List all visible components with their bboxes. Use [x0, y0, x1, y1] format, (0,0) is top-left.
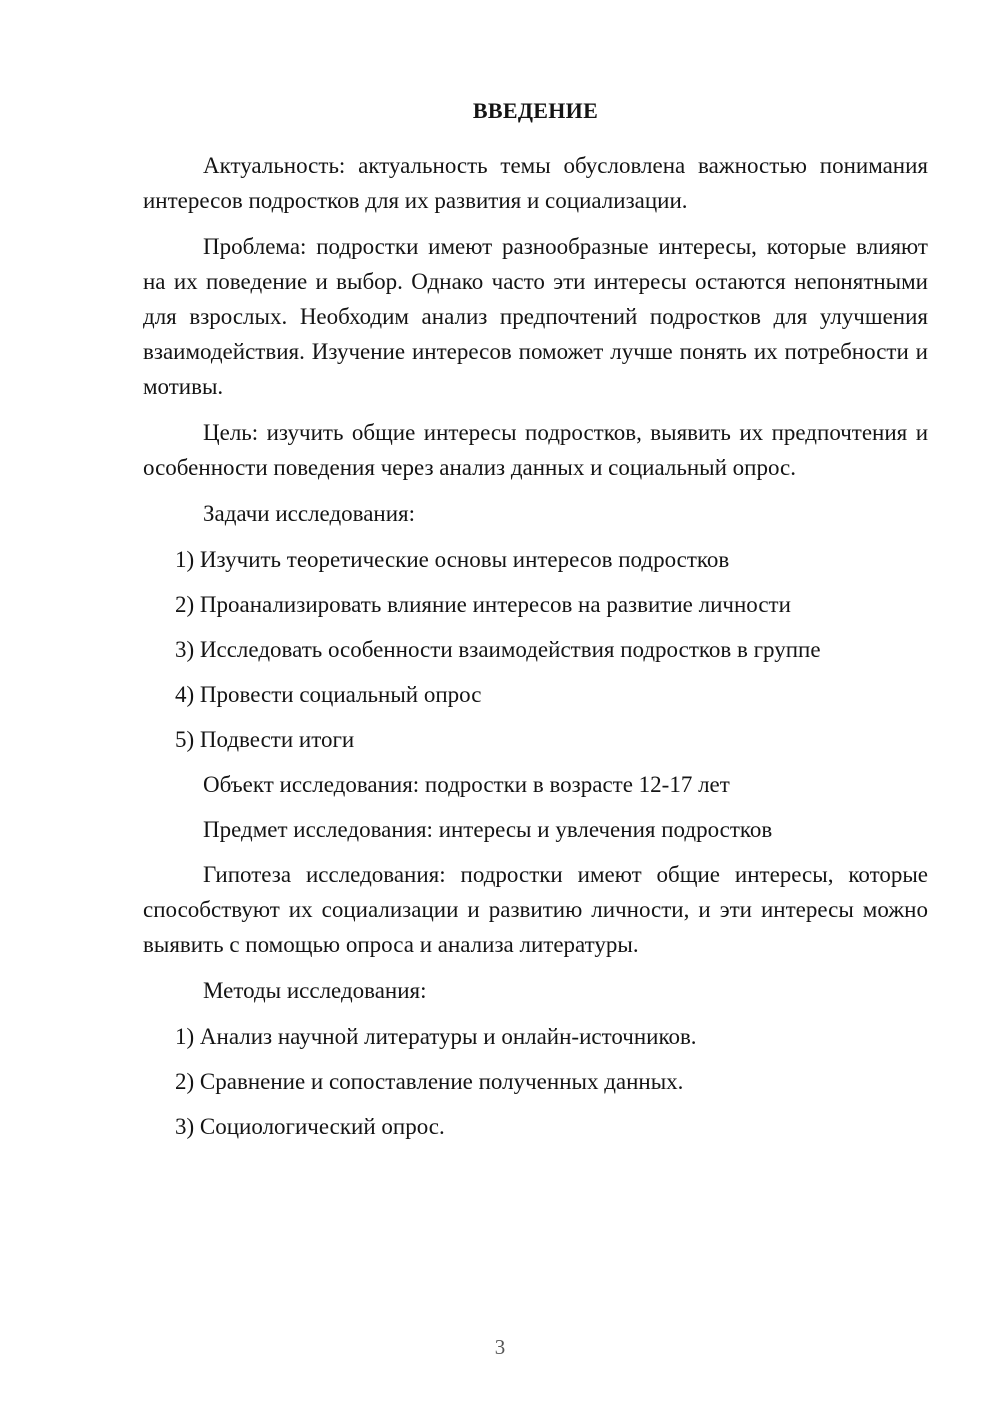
task-item: 2) Проанализировать влияние интересов на развитие личности [175, 592, 791, 617]
methods-heading: Методы исследования: [203, 978, 427, 1003]
method-item: 3) Социологический опрос. [175, 1114, 445, 1139]
goal-paragraph: Цель: изучить общие интересы подростков, выявить их предпочтения и особенности поведения через анализ данных и социальный опрос. [143, 420, 928, 480]
task-item: 5) Подвести итоги [175, 727, 355, 752]
subject-line: Предмет исследования: интересы и увлечения подростков [203, 817, 773, 842]
methods-list [143, 1019, 928, 1144]
problem-paragraph: Проблема: подростки имеют разнообразные интересы, которые влияют на их поведение и выбор. Однако часто эти интересы остаются непонятными для взрослых. Необходим анализ предпочтений подростков для улучшения взаимодействия. Изучение интересов поможет лучше понять их потребности и мотивы. [143, 234, 928, 399]
page-number: 3 [494, 1335, 506, 1359]
method-item: 2) Сравнение и сопоставление полученных данных. [175, 1069, 684, 1094]
page-content [143, 93, 928, 1154]
object-line: Объект исследования: подростки в возрасте 12-17 лет [203, 772, 730, 797]
tasks-list [143, 542, 928, 757]
task-item: 3) Исследовать особенности взаимодействия подростков в группе [175, 637, 821, 662]
relevance-paragraph: Актуальность: актуальность темы обусловлена важностью понимания интересов подростков для их развития и социализации. [143, 153, 928, 213]
method-item: 1) Анализ научной литературы и онлайн-источников. [175, 1024, 697, 1049]
task-item: 4) Провести социальный опрос [175, 682, 482, 707]
tasks-heading: Задачи исследования: [203, 501, 416, 526]
section-title: ВВЕДЕНИЕ [472, 98, 599, 123]
task-item: 1) Изучить теоретические основы интересов подростков [175, 547, 730, 572]
hypothesis-paragraph: Гипотеза исследования: подростки имеют общие интересы, которые способствуют их социализации и развитию личности, и эти интересы можно выявить с помощью опроса и анализа литературы. [143, 862, 928, 957]
